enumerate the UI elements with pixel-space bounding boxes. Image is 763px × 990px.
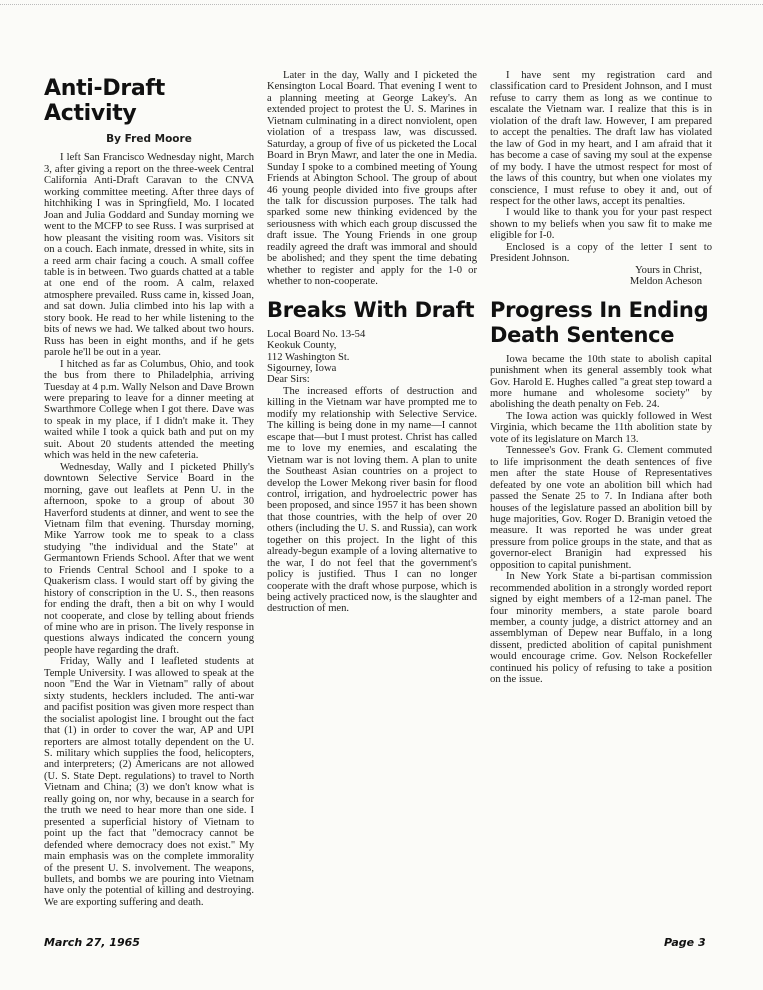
letter-paragraph: I would like to thank you for your past respect shown to my beliefs when you saw fit to make me eligible for I-0.: [490, 207, 712, 242]
address-line: Sigourney, Iowa: [267, 362, 337, 374]
letter-signature: Meldon Acheson: [629, 276, 702, 288]
anti-draft-byline: By Fred Moore: [106, 133, 192, 145]
anti-draft-paragraph: Wednesday, Wally and I picketed Philly's downtown Selective Service Board in the morning, gave out leaflets at Penn U. in the afternoon, spoke to a group of about 30 Haverford students at dinner, and went to see the Vietnam film that evening. Thursday morning, Mike Yarrow took me to speak to a class studying "the individual and the State" at Germantown Friends School. After that we went to Friends Central School and I spoke to a Quakerism class. I would start off by giving the history of conscription in the U. S., then reasons for ending the draft, then a bit on why I would not cooperate, and close by telling about friends of mine who are in prison. The lively response in questions always indicated the concern young people have regarding the draft.: [44, 461, 254, 656]
column-2: [267, 70, 477, 615]
anti-draft-headline: Anti-Draft Activity: [44, 76, 165, 126]
column-1: [44, 70, 254, 908]
breaks-with-draft-headline: Breaks With Draft: [267, 297, 475, 322]
death-sentence-paragraph: Iowa became the 10th state to abolish capital punishment when its general assembly took what Gov. Harold E. Hughes called "a great step toward a more humane and wholesome society" by abolishing the death penalty on Feb. 24.: [490, 353, 712, 411]
address-line: Keokuk County,: [267, 340, 337, 352]
address-line: 112 Washington St.: [267, 351, 350, 363]
top-edge-rule: [0, 4, 763, 6]
anti-draft-paragraph: Later in the day, Wally and I picketed the Kensington Local Board. That evening I went to a planning meeting at George Lakey's. An extended project to protest the U. S. Marines in Vietnam culminating in a direct nonviolent, open violation of a trespass law, was discussed. Saturday, a group of five of us picketed the Local Board in Bryn Mawr, and later the one in Media. Sunday I spoke to a combined meeting of Young Friends at Abington School. The group of about 46 young people divided into five groups after the talk for discussion purposes. The talk had sparked some new thinking evidenced by the seriousness with which each group discussed the draft issue. The Young Friends in one group readily agreed the draft was immoral and should be abolished; and they spent the time debating whether to register and apply for the 1-0 or whether to non-cooperate.: [267, 70, 477, 288]
footer-date: March 27, 1965: [44, 936, 140, 949]
letter-paragraph: I have sent my registration card and classification card to President Johnson, and I must refuse to carry them as long as we continue to escalate the Vietnam war. I realize that this is in violation of the draft law. However, I am prepared to accept the penalties. The draft law has violated the law of God in my heart, and I am afraid that it has become a case of saving my soul at the expense of my body. I have the utmost respect for most of the laws of this country, but when one violates my conscience, I must refuse to obey it and, out of respect for the other laws, accept its penalties.: [490, 70, 712, 207]
letter-closing: Yours in Christ,: [635, 264, 702, 276]
address-line: Local Board No. 13-54: [267, 328, 366, 340]
death-sentence-headline-line-1: Progress In Ending: [490, 297, 709, 322]
letter-address: [267, 329, 477, 375]
letter-paragraph: Enclosed is a copy of the letter I sent to President Johnson.: [490, 241, 712, 265]
letter-salutation: Dear Sirs:: [267, 374, 310, 386]
death-sentence-paragraph: In New York State a bi-partisan commission recommended abolition in a strongly worded report signed by eight members of a 12-man panel. The four minority members, a state parole board member, a county judge, a district attorney and an assemblyman of Depew near Buffalo, in a long dissent, predicted abolition of capital punishment would encourage crime. Gov. Nelson Rockefeller continued his policy of refusing to take a position on the issue.: [490, 571, 712, 686]
death-sentence-headline-line-2: Death Sentence: [490, 322, 675, 347]
anti-draft-paragraph: I hitched as far as Columbus, Ohio, and took the bus from there to Philadelphia, arriving Tuesday at 4 p.m. Wally Nelson and Dave Brown were preparing to leave for a dinner meeting at Swarthmore College when I got there. Dave was to speak in my place, if I didn't make it. They waited while I took a quick bath and put on my suit. About 20 students attended the meeting which was held in the new cafeteria.: [44, 358, 254, 462]
anti-draft-paragraph: Friday, Wally and I leafleted students at Temple University. I was allowed to speak at the noon "End the War in Vietnam" rally of about sixty students, hecklers included. The anti-war and pacifist position was given more respect than the socialist apologist line. I brought out the fact that (1) in order to cover the war, AP and UPI reporters are almost totally dependent on the U. S. military which supplies the food, helicopters, and interpreters; (2) Americans are not allowed (U. S. State Dept. regulations) to travel to North Vietnam and China; (3) we don't know what is really going on, nor why, because in a search for the truth we need to hear more than one side. I presented a superficial history of Vietnam to point up the fact that "democracy cannot be defended where democracy does not exist." My main emphasis was on the complete immorality of the present U. S. involvement. The weapons, bullets, and bombs we are pouring into Vietnam have only the potential of killing and destroying. We are exporting suffering and death.: [44, 656, 254, 908]
anti-draft-paragraph: I left San Francisco Wednesday night, March 3, after giving a report on the three-week Central California Anti-Draft Caravan to the CNVA working committee meeting. After three days of hitchhiking I was in Springfield, Mo. I located Joan and Julia Goddard and Sunday morning we went to the MCFP to see Russ. I was surprised at how pleasant the visiting room was. Visitors sit on a couch. Each inmate, dressed in white, sits in a reed arm chair facing a couch. A small coffee table is in between. Two guards chatted at a table at one end of the room. A calm, relaxed atmosphere prevailed. Russ came in, kissed Joan, and sat down. Julia climbed into his lap with a story book. He read to her while listening to the bits of news we had. We talked about two hours. Russ has been in eight months, and if he gets parole he'll be out in a year.: [44, 152, 254, 359]
footer-page-number: Page 3: [664, 936, 706, 949]
letter-paragraph: The increased efforts of destruction and killing in the Vietnam war have prompted me to modify my relationship with Selective Service. The killing is being done in my name—I cannot escape that—but I must protest. Christ has called me to love my enemies, and escalating the Vietnam war is not loving them. A plan to unite the Southeast Asian countries on a project to develop the Lower Mekong river basin for flood control, irrigation, and hydroelectric power has been proposed, and since 1957 it has been shown that those countries, with the help of over 20 others (including the U. S. and Russia), can work together on this project. In the light of this already-begun example of a loving alternative to the war, I do not feel that the government's policy is justified. Thus I can no longer cooperate with the draft whose purpose, which is being actively practiced now, is the slaughter and destruction of men.: [267, 385, 477, 615]
column-3: [490, 70, 712, 686]
death-sentence-paragraph: The Iowa action was quickly followed in West Virginia, which became the 11th abolition state by vote of its legislature on March 13.: [490, 410, 712, 445]
death-sentence-paragraph: Tennessee's Gov. Frank G. Clement commuted to life imprisonment the death sentences of five men after the state House of Representatives defeated by one vote an abolition bill which had passed the Senate 25 to 7. In Indiana after both houses of the legislature passed an abolition bill by huge majorities, Gov. Roger D. Branigin vetoed the measure. It was reported he was under great pressure from police groups in the state, and that as governor-elect Branigin had expressed his opposition to capital punishment.: [490, 445, 712, 571]
